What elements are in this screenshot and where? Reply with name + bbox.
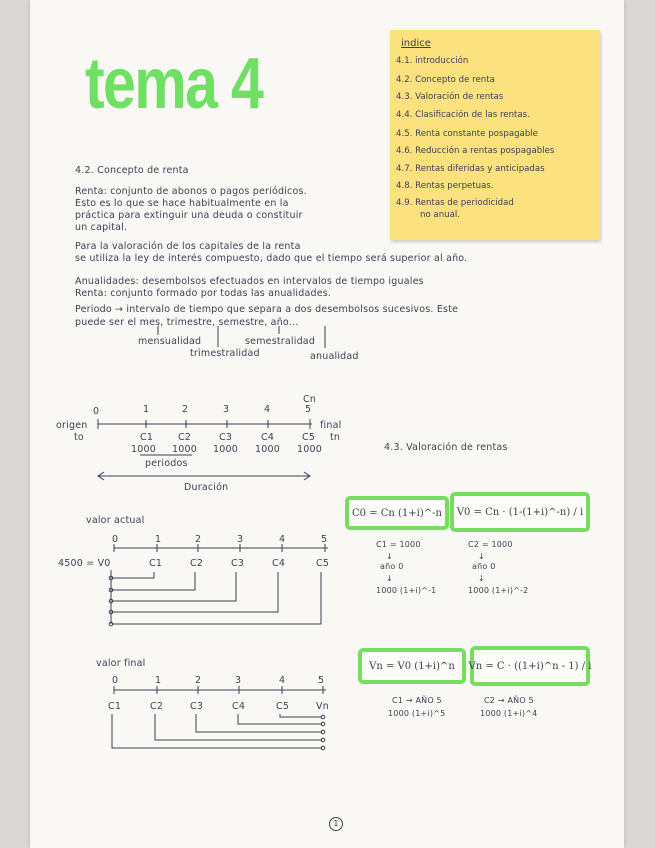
tick-label: 2 — [195, 675, 202, 686]
tick-label: 0 — [93, 406, 100, 417]
period-label: trimestralidad — [190, 348, 260, 359]
periodos-label: periodos — [145, 458, 188, 469]
final-label: final — [320, 420, 342, 431]
note-line: 1000 (1+i)^-1 — [376, 586, 437, 595]
tick-label: 4 — [264, 404, 271, 415]
capitalisation-line — [280, 714, 322, 717]
text-line: Renta: conjunto formado por todas las anualidades. — [75, 288, 332, 299]
index-item: 4.5. Renta constante pospagable — [396, 129, 538, 139]
index-item: no anual. — [420, 210, 460, 220]
tick-label: 4 — [279, 675, 286, 686]
note-line: año 0 — [472, 562, 496, 571]
period-label: anualidad — [310, 351, 359, 362]
tick-label: 0 — [112, 534, 119, 545]
v0-label: 4500 = V0 — [58, 558, 111, 569]
page-title: tema 4 — [85, 44, 263, 124]
capital-label: C2 — [178, 432, 192, 443]
valor-actual-label: valor actual — [86, 515, 145, 526]
capital-label: C5 — [302, 432, 316, 443]
formula-text: V0 = Cn · (1-(1+i)^-n) / i — [456, 506, 584, 518]
note-line: ↓ — [386, 574, 393, 583]
text-line: Para la valoración de los capitales de la renta — [75, 241, 301, 252]
note-line: C1 → AÑO 5 — [392, 696, 442, 705]
discount-line — [112, 572, 154, 578]
period-label: semestralidad — [245, 336, 316, 347]
amount-label: 1000 — [131, 444, 156, 455]
index-item: 4.7. Rentas diferidas y anticipadas — [396, 164, 545, 174]
note-line: 1000 (1+i)^4 — [480, 709, 538, 718]
index-item: 4.4. Clasificación de las rentas. — [396, 110, 530, 120]
capital-label: C3 — [231, 558, 245, 569]
capital-label: C4 — [272, 558, 286, 569]
text-line: se utiliza la ley de interés compuesto, dado que el tiempo será superior al año. — [75, 253, 468, 264]
duracion-label: Duración — [184, 482, 229, 493]
tick-label: 1 — [155, 675, 162, 686]
index-item: 4.1. introducción — [396, 56, 469, 66]
index-item: 4.3. Valoración de rentas — [396, 92, 504, 102]
amount-label: 1000 — [213, 444, 238, 455]
capital-label: C3 — [190, 701, 204, 712]
text-line: Renta: conjunto de abonos o pagos periódicos. — [75, 186, 307, 197]
amount-label: 1000 — [255, 444, 280, 455]
tick-label: 5 — [305, 404, 312, 415]
tick-label: 3 — [223, 404, 230, 415]
amount-label: 1000 — [297, 444, 322, 455]
text-line: Anualidades: desembolsos efectuados en intervalos de tiempo iguales — [75, 276, 424, 287]
note-line: C1 = 1000 — [376, 540, 421, 549]
note-line: año 0 — [380, 562, 404, 571]
formula-text: C0 = Cn (1+i)^-n — [352, 507, 442, 519]
capitalisation-line — [112, 714, 322, 748]
cn-label: Cn — [303, 394, 317, 405]
formula-text: Vn = C · ((1+i)^n - 1) / i — [468, 660, 592, 672]
note-line: ↓ — [386, 552, 393, 561]
text-line: Esto es lo que se hace habitualmente en la — [75, 198, 289, 209]
valor-final-label: valor final — [96, 658, 146, 669]
tick-label: 0 — [112, 675, 119, 686]
tick-label: 4 — [279, 534, 286, 545]
index-item: 4.8. Rentas perpetuas. — [396, 181, 494, 191]
capital-label: C4 — [261, 432, 275, 443]
tick-label: 3 — [235, 675, 242, 686]
tick-label: 2 — [195, 534, 202, 545]
capital-label: C3 — [219, 432, 233, 443]
index-item: 4.2. Concepto de renta — [396, 75, 495, 85]
text-line: un capital. — [75, 222, 128, 233]
capital-label: C2 — [150, 701, 164, 712]
capital-label: C5 — [316, 558, 330, 569]
tn-label: tn — [330, 432, 341, 443]
period-label: mensualidad — [138, 336, 202, 347]
tick-label: 5 — [321, 534, 328, 545]
capital-label: Vn — [316, 701, 329, 712]
tick-label: 1 — [143, 404, 150, 415]
note-line: 1000 (1+i)^-2 — [468, 586, 529, 595]
tick-label: 3 — [237, 534, 244, 545]
text-line: puede ser el mes, trimestre, semestre, año... — [75, 317, 299, 328]
capital-label: C1 — [108, 701, 122, 712]
note-line: ↓ — [478, 552, 485, 561]
note-line: ↓ — [478, 574, 485, 583]
index-item: 4.6. Reducción a rentas pospagables — [396, 146, 555, 156]
note-line: 1000 (1+i)^5 — [388, 709, 446, 718]
capital-label: C4 — [232, 701, 246, 712]
capital-label: C5 — [276, 701, 290, 712]
note-line: C2 = 1000 — [468, 540, 513, 549]
text-line: Periodo → intervalo de tiempo que separa a dos desembolsos sucesivos. Este — [75, 304, 459, 315]
discount-line — [112, 572, 321, 624]
tick-label: 2 — [182, 404, 189, 415]
tick-label: 5 — [318, 675, 325, 686]
note-line: C2 → AÑO 5 — [484, 696, 534, 705]
formula-text: Vn = V0 (1+i)^n — [369, 660, 455, 672]
amount-label: 1000 — [172, 444, 197, 455]
text-line: práctica para extinguir una deuda o constituir — [75, 210, 303, 221]
capital-label: C2 — [190, 558, 204, 569]
capital-label: C1 — [149, 558, 163, 569]
tick-label: 1 — [155, 534, 162, 545]
index-heading: indice — [401, 38, 431, 49]
origen-label: origen — [56, 420, 88, 431]
discount-line — [112, 572, 236, 601]
t0-label: to — [74, 432, 84, 443]
index-item: 4.9. Rentas de periodicidad — [396, 198, 514, 208]
section-heading: 4.3. Valoración de rentas — [384, 442, 508, 453]
page-number: 1 — [329, 817, 343, 831]
section-heading: 4.2. Concepto de renta — [75, 165, 189, 176]
capital-label: C1 — [140, 432, 154, 443]
